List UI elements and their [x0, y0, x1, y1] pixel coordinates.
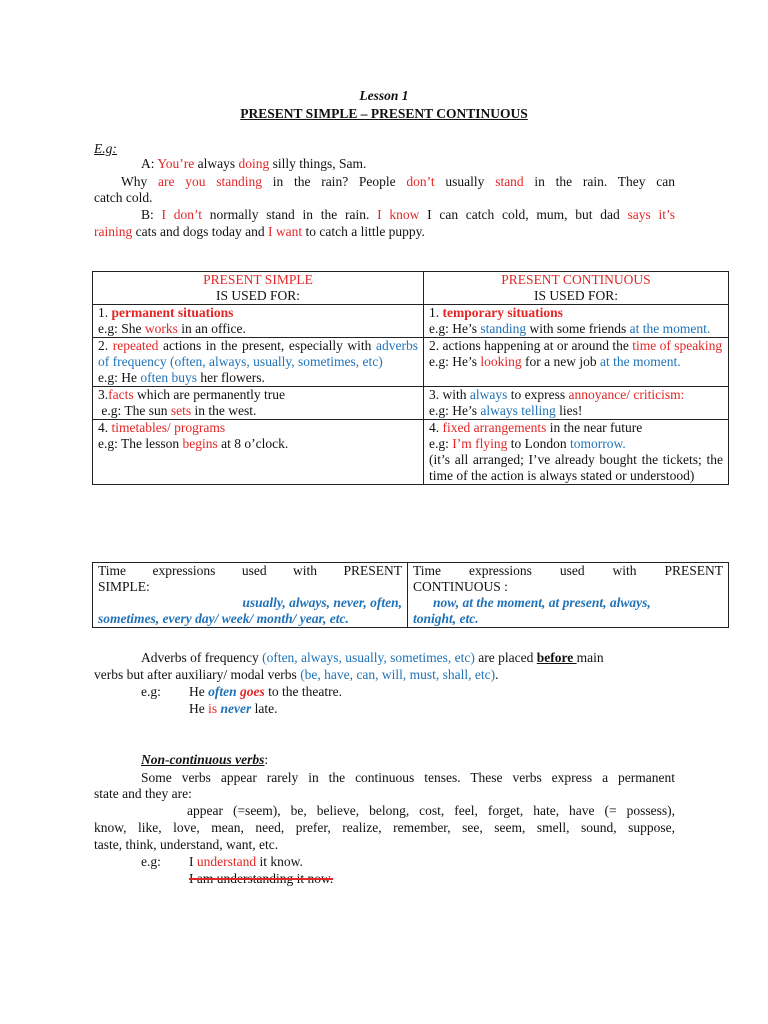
verb-list-line-1: appear (=seem), be, believe, belong, cost, feel, forget, hate, have (= possess),: [187, 803, 675, 818]
ps-use-2: 2. repeated actions in the present, especially with adverbs of frequency (often, always, usually, sometimes, etc) e.g: He often buys her flowers.: [93, 338, 424, 387]
adverbs-example-1: He often goes to the theatre.: [189, 684, 342, 699]
lesson-heading: PRESENT SIMPLE – PRESENT CONTINUOUS: [240, 106, 528, 121]
adverbs-eg-label: e.g:: [141, 684, 161, 699]
table-row: [93, 305, 729, 338]
noncontinuous-line-1: Some verbs appear rarely in the continuous tenses. These verbs express a permanent: [141, 770, 675, 785]
noncontinuous-eg-label: e.g:: [141, 854, 161, 869]
pc-use-2: 2. actions happening at or around the time of speaking e.g: He’s looking for a new job at the moment.: [424, 338, 729, 387]
adverbs-example-2: He is never late.: [189, 701, 278, 716]
ps-use-3: 3.facts which are permanently true e.g: The sun sets in the west.: [93, 387, 424, 420]
pc-use-1: 1. temporary situations e.g: He’s standing with some friends at the moment.: [424, 305, 729, 338]
pc-use-4: 4. fixed arrangements in the near future e.g: I’m flying to London tomorrow. (it’s all arranged; I’ve already bought the tickets; the time of the action is always stated or understood): [424, 420, 729, 485]
pc-time-expressions: Time expressions used with PRESENT CONTINUOUS : now, at the moment, at present, always, tonight, etc.: [408, 563, 729, 628]
example-line-c: catch cold.: [94, 190, 153, 205]
adverbs-line-1: Adverbs of frequency (often, always, usually, sometimes, etc) are placed before main: [141, 650, 604, 665]
uses-table-header-row: [93, 272, 729, 305]
example-line-d: B: I don’t normally stand in the rain. I know I can catch cold, mum, but dad says it’s: [141, 207, 676, 222]
noncontinuous-line-2: state and they are:: [94, 786, 192, 801]
ps-use-4: 4. timetables/ programs e.g: The lesson begins at 8 o’clock.: [93, 420, 424, 485]
verb-list-line-3: taste, think, understand, want, etc.: [94, 837, 279, 852]
verb-list-line-2: know, like, love, mean, need, prefer, realize, remember, see, seem, smell, sound, suppose,: [94, 820, 675, 835]
example-line-e: raining cats and dogs today and I want to catch a little puppy.: [94, 224, 425, 239]
pc-use-3: 3. with always to express annoyance/ criticism: e.g: He’s always telling lies!: [424, 387, 729, 420]
example-label: E.g:: [94, 141, 117, 156]
present-simple-header: PRESENT SIMPLE IS USED FOR:: [93, 272, 424, 305]
adverbs-line-2: verbs but after auxiliary/ modal verbs (be, have, can, will, must, shall, etc).: [94, 667, 499, 682]
table-row: [93, 387, 729, 420]
example-line-b: Why are you standing in the rain? People don’t usually stand in the rain. They can: [121, 174, 676, 189]
ps-use-1: 1. permanent situations e.g: She works in an office.: [93, 305, 424, 338]
correct-example: I understand it know.: [189, 854, 303, 869]
ps-time-expressions: Time expressions used with PRESENT SIMPLE: usually, always, never, often, sometimes, every day/ week/ month/ year, etc.: [93, 563, 408, 628]
noncontinuous-heading: Non-continuous verbs:: [141, 752, 269, 767]
incorrect-example: I am understanding it now.: [189, 871, 334, 886]
table-row: [93, 563, 729, 628]
present-continuous-header: PRESENT CONTINUOUS IS USED FOR:: [424, 272, 729, 305]
example-line-a: A: You’re always doing silly things, Sam.: [141, 156, 367, 171]
table-row: [93, 420, 729, 485]
lesson-title: Lesson 1: [359, 88, 409, 103]
uses-table: [92, 271, 729, 485]
table-row: [93, 338, 729, 387]
time-expressions-table: [92, 562, 729, 628]
arrangement-note: (it’s all arranged; I’ve already bought the tickets; the time of the action is always stated or understood): [429, 452, 723, 483]
